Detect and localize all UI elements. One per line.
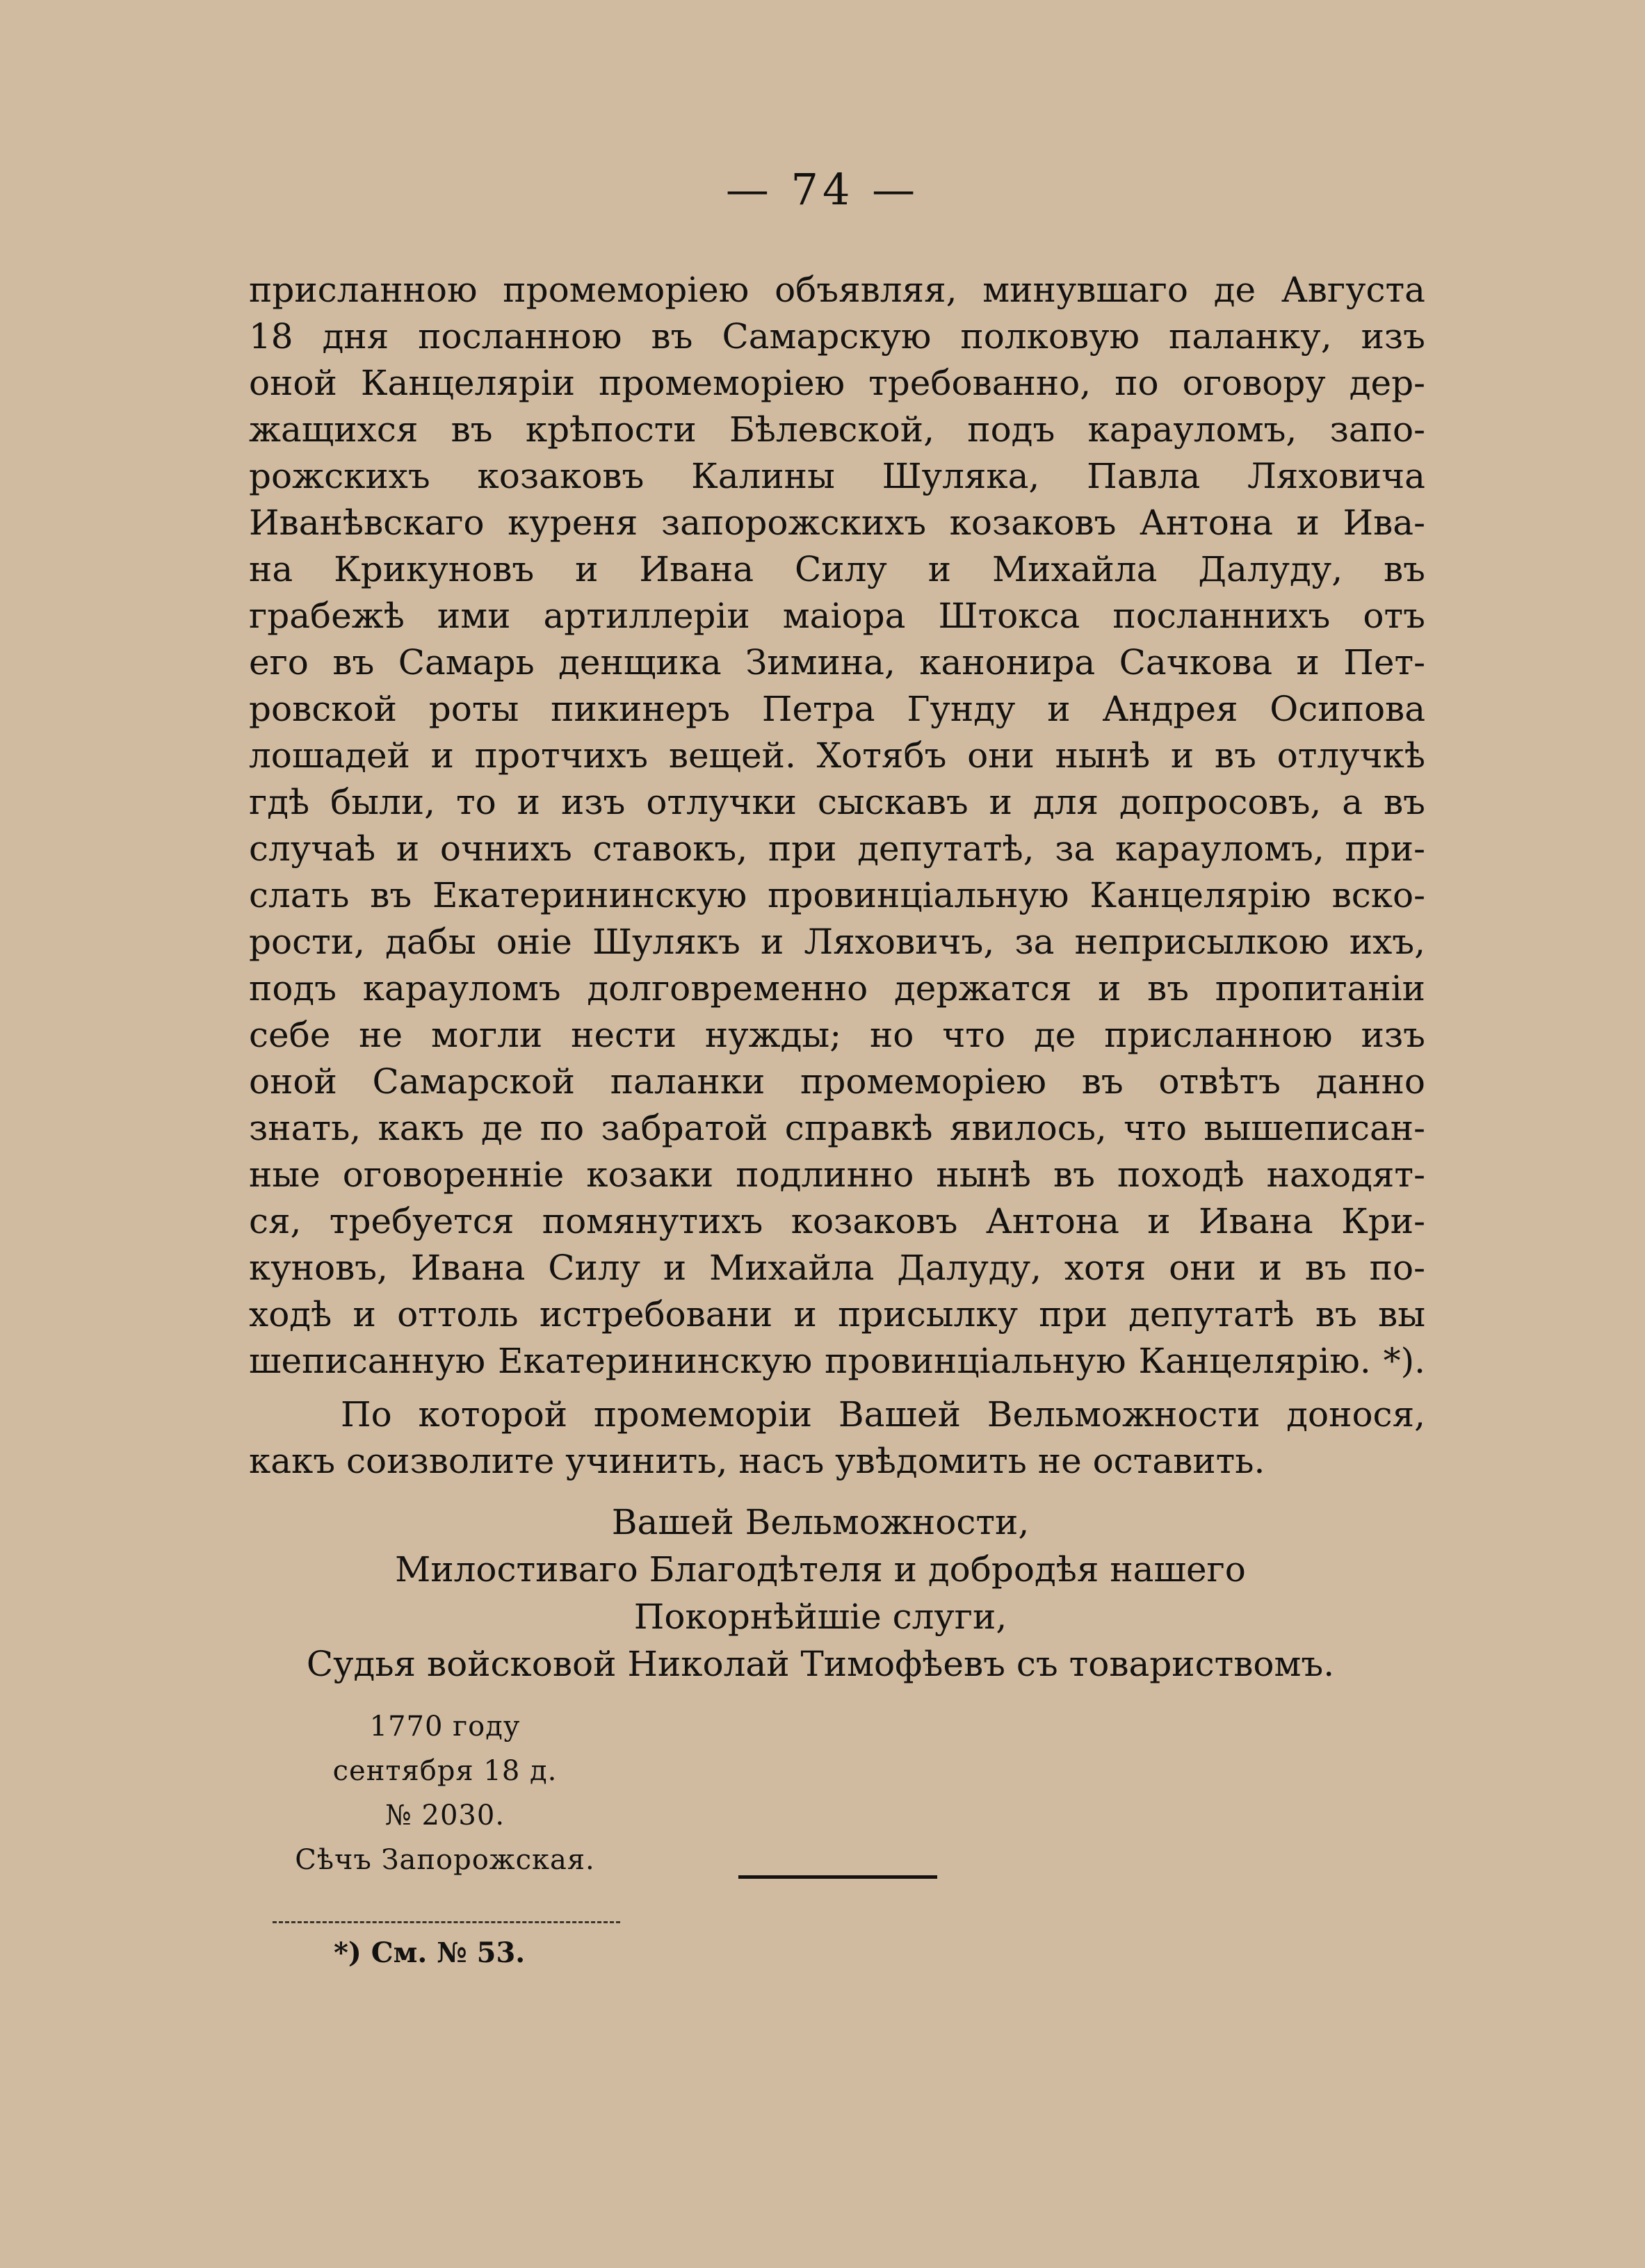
text-line: Иванѣвскаго куреня запорожскихъ козаковъ Антона и Ива- (249, 503, 1425, 543)
text-line: ся, требуется помянутихъ козаковъ Антона и Ивана Кри- (249, 1201, 1425, 1241)
paragraph-2 (249, 1392, 1425, 1485)
closing-line: Вашей Вельможности, (611, 1502, 1030, 1542)
text-line: случаѣ и очнихъ ставокъ, при депутатѣ, за карауломъ, при- (249, 829, 1425, 869)
page-number: — 74 — (725, 164, 920, 215)
text-line: себе не могли нести нужды; но что де присланною изъ (249, 1015, 1425, 1055)
text-line: какъ соизволите учинить, насъ увѣдомить не оставить. (249, 1441, 1265, 1481)
text-line: куновъ, Ивана Силу и Михайла Далуду, хотя они и въ по- (249, 1248, 1425, 1288)
text-line: ные оговореннiе козаки подлинно нынѣ въ походѣ находят- (249, 1155, 1425, 1195)
date-block (250, 1704, 640, 1882)
section-divider (738, 1875, 937, 1879)
text-line: 18 дня посланною въ Самарскую полковую паланку, изъ (249, 316, 1425, 357)
text-line: его въ Самарь денщика Зимина, канонира Сачкова и Пет- (249, 642, 1425, 683)
text-line: лошадей и протчихъ вещей. Хотябъ они нынѣ и въ отлучкѣ (249, 735, 1425, 776)
date-line: № 2030. (384, 1800, 505, 1831)
footnote: *) См. № 53. (334, 1936, 526, 1969)
text-line: подъ карауломъ долговременно держатся и въ пропитаніи (249, 968, 1425, 1009)
text-line: гдѣ были, то и изъ отлучки сыскавъ и для допросовъ, а въ (249, 782, 1425, 822)
text-line: оной Самарской паланки промеморіею въ отвѣтъ данно (249, 1061, 1425, 1102)
closing-line: Судья войсковой Николай Тимофѣевъ съ товариствомъ. (306, 1644, 1335, 1684)
text-line: жащихся въ крѣпости Бѣлевской, подъ карауломъ, запо- (249, 409, 1425, 450)
date-line: Сѣчъ Запорожская. (295, 1844, 595, 1876)
text-line: слать въ Екатерининскую провинціальную Канцелярію вско- (249, 875, 1425, 915)
text-line: ходѣ и оттоль истребовани и присылку при депутатѣ въ вы (249, 1294, 1425, 1335)
body-text (249, 267, 1425, 1485)
date-line: 1770 году (369, 1711, 521, 1743)
closing-line: Милостиваго Благодѣтеля и добродѣя нашего (395, 1549, 1246, 1590)
text-line: шеписанную Екатерининскую провинціальную Канцелярію. *). (249, 1341, 1425, 1381)
text-line: присланною промеморіею объявляя, минувшаго де Августа (249, 270, 1425, 310)
text-line: рости, дабы оніе Шулякъ и Ляховичъ, за неприсылкою ихъ, (249, 922, 1425, 962)
text-line: грабежѣ ими артиллеріи маіора Штокса посланнихъ отъ (249, 596, 1425, 636)
text-line: По которой промеморіи Вашей Вельможности донося, (341, 1394, 1425, 1435)
date-line: сентября 18 д. (332, 1755, 558, 1787)
text-line: на Крикуновъ и Ивана Силу и Михайла Далуду, въ (249, 549, 1425, 589)
footnote-divider (273, 1921, 620, 1923)
paragraph-1 (249, 267, 1425, 1385)
text-line: знать, какъ де по забратой справкѣ явилось, что вышеписан- (249, 1108, 1425, 1148)
text-line: оной Канцеляріи промеморіею требованно, по оговору дер- (249, 363, 1425, 403)
text-line: рожскихъ козаковъ Калины Шуляка, Павла Ляховича (249, 456, 1425, 496)
closing-signature (209, 1499, 1432, 1688)
closing-line: Покорнѣйшіе слуги, (633, 1597, 1007, 1637)
text-line: ровской роты пикинеръ Петра Гунду и Андрея Осипова (249, 689, 1425, 729)
